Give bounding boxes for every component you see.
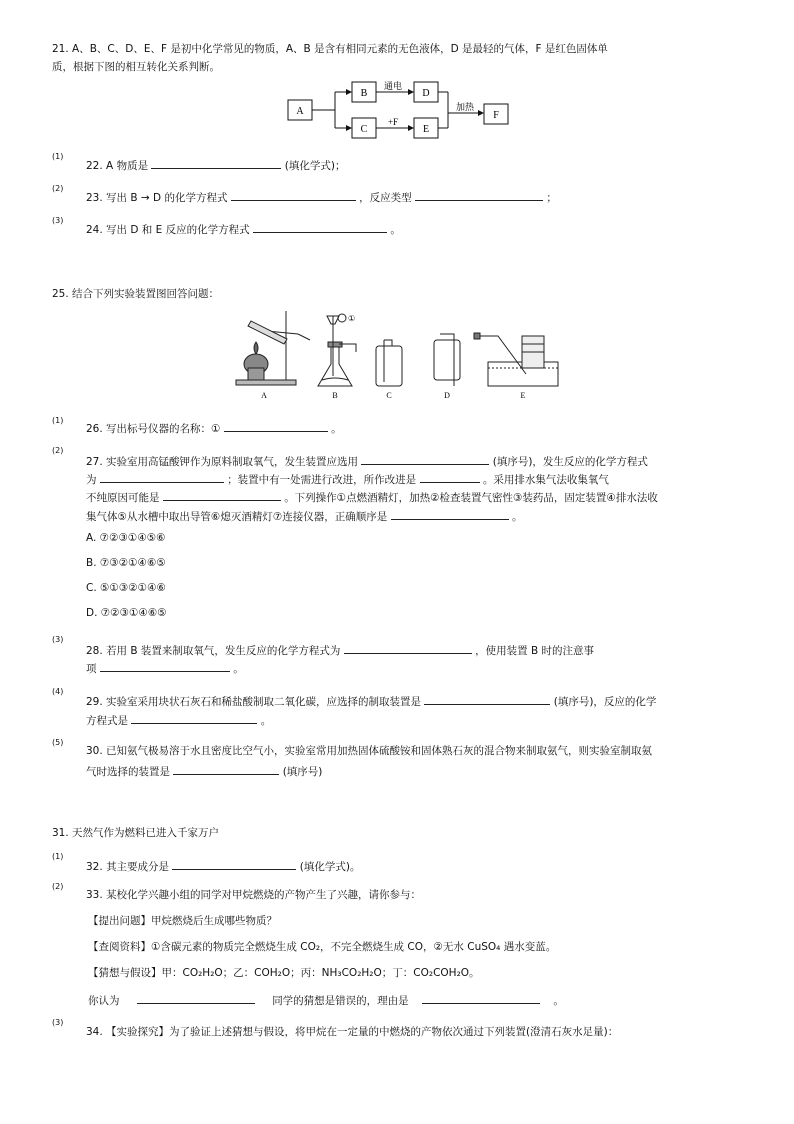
- q26-number: 26.: [86, 423, 103, 435]
- q33-question: 【提出问题】甲烷燃烧后生成哪些物质？: [88, 915, 277, 927]
- answer-blank-q27-equation[interactable]: [100, 470, 224, 483]
- q33-think-a: 你认为: [88, 995, 120, 1007]
- q27-text-2c: 。采用排水集气法收集氧气: [482, 474, 609, 486]
- apparatus-d: [434, 334, 460, 386]
- q33-info: 【查阅资料】①含碳元素的物质完全燃烧生成 CO₂，不完全燃烧生成 CO，②无水 CuSO₄ 遇水变蓝。: [88, 941, 557, 953]
- q21-sub3: [86, 220, 401, 237]
- q28-text-2a: 项: [86, 663, 97, 675]
- q32-number: 32.: [86, 861, 103, 873]
- answer-blank-q29-device[interactable]: [424, 692, 550, 705]
- q22-number: 22.: [86, 160, 103, 172]
- q25-sub1: [86, 419, 342, 436]
- answer-blank-q27-reason[interactable]: [163, 488, 281, 501]
- q27-number: 27.: [86, 456, 103, 468]
- q30-number: 30.: [86, 745, 103, 757]
- q29-text-1a: 实验室采用块状石灰石和稀盐酸制取二氧化碳，应选择的制取装置是: [106, 696, 422, 708]
- q21-sub3-index: (3): [52, 216, 64, 225]
- q21-line1: [52, 41, 608, 56]
- q29-number: 29.: [86, 696, 103, 708]
- answer-blank-q27-device[interactable]: [361, 452, 489, 465]
- apparatus-b-circle-label: ①: [348, 314, 356, 323]
- q27-text-2b: ；装置中有一处需进行改进，所作改进是: [227, 474, 417, 486]
- q21-number: 21.: [52, 43, 69, 55]
- q24-text: 写出 D 和 E 反应的化学方程式: [106, 224, 250, 236]
- q27-text-4a: 集气体⑤从水槽中取出导管⑥熄灭酒精灯⑦连接仪器，正确顺序是: [86, 511, 388, 523]
- q25-apparatus-figure: [226, 306, 566, 402]
- q25-sub3-index: (3): [52, 635, 64, 644]
- answer-blank-q30[interactable]: [173, 762, 279, 775]
- q32-text: 其主要成分是: [106, 861, 170, 873]
- answer-blank-q33-student[interactable]: [137, 991, 255, 1004]
- q27-text-1a: 实验室用高锰酸钾作为原料制取氧气，发生装置应选用: [106, 456, 359, 468]
- q31-sub3-index: (3): [52, 1018, 64, 1027]
- q21-sub2: [86, 188, 557, 205]
- q23-text-post: ；: [546, 192, 557, 204]
- box-F-label: F: [493, 110, 499, 121]
- q29-text-2a: 方程式是: [86, 715, 128, 727]
- q25-text: 结合下列实验装置图回答问题：: [72, 288, 220, 300]
- apparatus-e: [474, 333, 558, 386]
- q33-think-b: 同学的猜想是错误的，理由是: [272, 995, 409, 1007]
- q28-line1: [86, 641, 594, 658]
- q27-text-4b: 。: [511, 511, 523, 523]
- q27-text-2a: 为: [86, 474, 97, 486]
- q29-line2: [86, 711, 271, 728]
- q29-text-2b: 。: [260, 715, 272, 727]
- q30-text-2a: 气时选择的装置是: [86, 766, 170, 778]
- q31-text: 天然气作为燃料已进入千家万户: [72, 827, 220, 839]
- q33-intro: 某校化学兴趣小组的同学对甲烷燃烧的产物产生了兴趣，请你参与：: [106, 889, 422, 901]
- answer-blank-q27-order[interactable]: [391, 507, 509, 520]
- apparatus-label-a: A: [261, 391, 267, 400]
- q28-text-1b: ，使用装置 B 时的注意事: [475, 645, 595, 657]
- answer-blank-q23-type[interactable]: [415, 188, 543, 201]
- apparatus-label-e: E: [520, 391, 526, 400]
- answer-blank-q23-equation[interactable]: [231, 188, 356, 201]
- q24-text-post: 。: [390, 224, 401, 236]
- q27-text-3a: 不纯原因可能是: [86, 492, 160, 504]
- q28-number: 28.: [86, 645, 103, 657]
- q31-sub1-index: (1): [52, 852, 64, 861]
- q30-line2: [86, 762, 322, 779]
- q25-sub2-index: (2): [52, 446, 64, 455]
- q23-text: 写出 B → D 的化学方程式: [106, 192, 228, 204]
- q30-text-2b: (填序号): [282, 766, 323, 778]
- q27-text-1b: (填序号)，发生反应的化学方程式: [492, 456, 648, 468]
- q26-text-post: 。: [331, 423, 342, 435]
- q31-number: 31.: [52, 827, 69, 839]
- q27-text-3b: 。下列操作①点燃酒精灯，加热②检查装置气密性③装药品，固定装置④排水法收: [284, 492, 658, 504]
- option-a[interactable]: A. ⑦②③①④⑤⑥: [86, 532, 166, 544]
- q25-line: [52, 286, 219, 301]
- box-B-label: B: [360, 88, 368, 99]
- answer-blank-q27-improvement[interactable]: [420, 470, 480, 483]
- answer-blank-q29-equation[interactable]: [131, 711, 257, 724]
- answer-blank-q26[interactable]: [224, 419, 328, 432]
- q21-text-1: A、B、C、D、E、F 是初中化学常见的物质，A、B 是含有相同元素的无色液体，D 是最轻的气体，F 是红色固体单: [72, 43, 608, 55]
- option-d[interactable]: D. ⑦②③①④⑥⑤: [86, 607, 167, 619]
- apparatus-label-c: C: [386, 391, 392, 400]
- q29-line1: [86, 692, 656, 709]
- q30-text-1: 已知氨气极易溶于水且密度比空气小，实验室常用加热固体硫酸铵和固体熟石灰的混合物来制取氨气，则实验室制取氨: [106, 745, 653, 757]
- label-plus-f: +F: [387, 117, 399, 127]
- answer-blank-q22[interactable]: [151, 156, 281, 169]
- q21-sub1-index: (1): [52, 152, 64, 161]
- q33-guess: 【猜想与假设】甲：CO₂H₂O；乙：COH₂O；丙：NH₃CO₂H₂O；丁：CO₂COH₂O。: [88, 967, 480, 979]
- q31-sub2-index: (2): [52, 882, 64, 891]
- q25-sub1-index: (1): [52, 416, 64, 425]
- option-b[interactable]: B. ⑦③②①④⑥⑤: [86, 557, 166, 569]
- q27-line4: [86, 507, 522, 524]
- q27-line1: [86, 452, 648, 469]
- q23-number: 23.: [86, 192, 103, 204]
- q27-line2: [86, 470, 609, 487]
- q27-line3: [86, 488, 658, 505]
- q32-text-post: (填化学式)。: [299, 861, 361, 873]
- q25-sub5-index: (5): [52, 738, 64, 747]
- box-A-label: A: [296, 106, 304, 117]
- q25-number: 25.: [52, 288, 69, 300]
- q25-sub4-index: (4): [52, 687, 64, 696]
- q23-text-mid: ，反应类型: [359, 192, 412, 204]
- q34-text: 【实验探究】为了验证上述猜想与假设，将甲烷在一定量的中燃烧的产物依次通过下列装置(澄清石灰水足量)：: [106, 1026, 619, 1038]
- q21-text-2: 质，根据下图的相互转化关系判断。: [52, 61, 220, 73]
- q34-line: [86, 1024, 618, 1039]
- label-heat: 加热: [455, 102, 475, 112]
- q31-sub1: [86, 857, 360, 874]
- label-electrolysis: 通电: [383, 81, 403, 91]
- answer-blank-q24[interactable]: [253, 220, 387, 233]
- q22-text-post: (填化学式)；: [284, 160, 346, 172]
- apparatus-label-b: B: [332, 391, 338, 400]
- apparatus-label-d: D: [444, 391, 450, 400]
- q33-number: 33.: [86, 889, 103, 901]
- q30-line1: [86, 743, 652, 758]
- q33-think-c: 。: [553, 995, 564, 1007]
- q22-text: A 物质是: [106, 160, 149, 172]
- answer-blank-q33-reason[interactable]: [422, 991, 540, 1004]
- apparatus-b: [318, 314, 356, 386]
- q21-sub2-index: (2): [52, 184, 64, 193]
- q31-line: [52, 825, 219, 840]
- box-E-label: E: [422, 124, 430, 135]
- q33-line1: [86, 887, 421, 902]
- q28-text-1a: 若用 B 装置来制取氧气，发生反应的化学方程式为: [106, 645, 341, 657]
- q29-text-1b: (填序号)，反应的化学: [553, 696, 657, 708]
- q33-think: [88, 991, 564, 1008]
- apparatus-a: [236, 311, 310, 385]
- q28-text-2b: 。: [233, 663, 244, 675]
- option-c[interactable]: C. ⑤①③②①④⑥: [86, 582, 166, 594]
- apparatus-c: [376, 340, 402, 386]
- q28-line2: [86, 659, 244, 676]
- box-C-label: C: [360, 124, 368, 135]
- q34-number: 34.: [86, 1026, 103, 1038]
- q21-diagram: [285, 78, 515, 150]
- q21-sub1: [86, 156, 345, 173]
- q26-text: 写出标号仪器的名称：①: [106, 423, 221, 435]
- box-D-label: D: [422, 88, 430, 99]
- q24-number: 24.: [86, 224, 103, 236]
- answer-blank-q28-note[interactable]: [100, 659, 230, 672]
- answer-blank-q28-equation[interactable]: [344, 641, 472, 654]
- answer-blank-q32[interactable]: [172, 857, 296, 870]
